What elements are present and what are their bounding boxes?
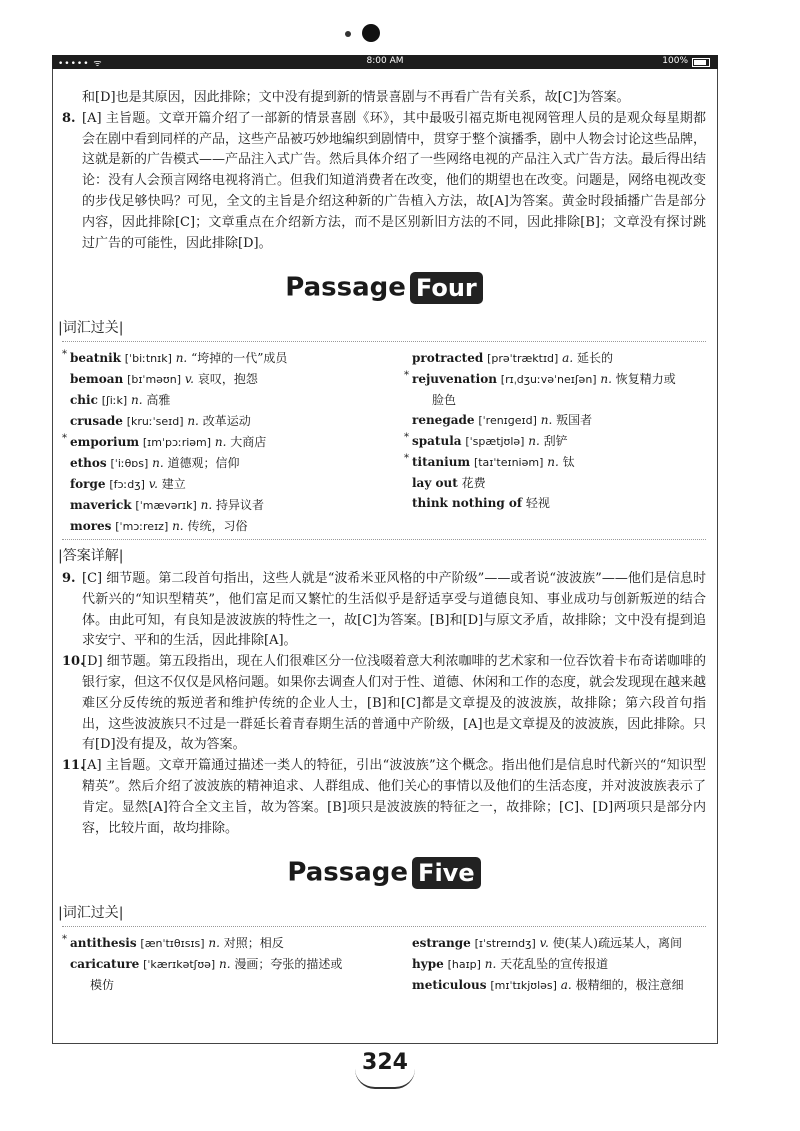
passage-title-word: Passage — [287, 857, 409, 888]
battery-percent: 100% — [662, 56, 688, 66]
page-content — [58, 88, 707, 996]
passage-four-title — [62, 272, 706, 308]
signal-icon: ••••• ᯤ — [58, 59, 103, 69]
vocab-item: * beatnik [ˈbiːtnɪk] n. “垮掉的一代”成员 — [62, 349, 288, 366]
vocab-item: meticulous [mɪˈtɪkjʊləs] a. 极精细的，极注意细 — [412, 978, 684, 993]
answer-number: 9. — [62, 570, 76, 586]
vocab-item: caricature [ˈkærɪkətʃʊə] n. 漫画；夸张的描述或 — [70, 957, 343, 972]
passage-title-number: Four — [410, 272, 483, 304]
vocab-heading: |词汇过关| — [58, 905, 124, 922]
vocab-item-continued: 脸色 — [432, 393, 457, 408]
answer-item-9 — [62, 569, 706, 652]
passage-title-number: Five — [412, 857, 481, 889]
answer-text: [A] 主旨题。文章开篇介绍了一部新的情景喜剧《环》，其中最吸引福克斯电视网管理人员的是观众每星期都会在剧中看到同样的产品，这些产品被巧妙地编织到剧情中，贯穿于整个演播季，剧中人物会讨论这些品牌，这就是新的广告模式——产品注入式广告。然后具体介绍了一些网络电视的产品注入式广告方法。最后得出结论：没有人会预言网络电视将消亡。但我们知道消费者在改变，他们的期望也在改变。问题是，网络电视改变的步伐足够快吗？可见，全文的主旨是介绍这种新的广告植入方法，故[A]为答案。黄金时段插播广告是部分内容，因此排除[C]；文章重点在介绍新方法，而不是区别新旧方法的不同，因此排除[B]；文章没有探讨跳过广告的可能性，因此排除[D]。 — [82, 110, 707, 251]
battery-icon — [692, 58, 710, 67]
vocab-item: estrange [ɪˈstreɪndʒ] v. 使(某人)疏远某人，离间 — [412, 936, 682, 951]
vocab-item-continued: 模仿 — [90, 978, 115, 993]
vocab-heading: |词汇过关| — [58, 320, 124, 337]
vocab-item: renegade [ˈrenɪɡeɪd] n. 叛国者 — [412, 413, 593, 428]
divider — [62, 926, 706, 927]
vocab-item: ethos [ˈiːθɒs] n. 道德观；信仰 — [70, 456, 240, 471]
vocab-list — [62, 933, 706, 996]
answer-item-11 — [62, 756, 706, 839]
status-bar — [52, 55, 718, 69]
answer-number: 10. — [62, 654, 85, 670]
vocab-item: * spatula [ˈspætjʊlə] n. 刮铲 — [404, 432, 568, 449]
answer-item-10 — [62, 652, 706, 756]
divider — [62, 539, 706, 540]
answer-text: [A] 主旨题。文章开篇通过描述一类人的特征，引出“波波族”这个概念。指出他们是信息时代新兴的“知识型精英”。然后介绍了波波族的精神追求、人群组成、他们关心的事情以及他们的生活态度，并对波波族表示了肯定。显然[A]符合全文主旨，故为答案。[B]项只是波波族的特征之一，故排除；[C]、[D]两项只是部分内容，比较片面，故均排除。 — [82, 758, 706, 836]
vocab-item: maverick [ˈmævərɪk] n. 持异议者 — [70, 498, 265, 513]
vocab-item: chic [ʃiːk] n. 高雅 — [70, 393, 171, 408]
page-number-text: 324 — [362, 1050, 408, 1075]
vocab-item: * emporium [ɪmˈpɔːriəm] n. 大商店 — [62, 433, 267, 450]
vocab-item: * titanium [taɪˈteɪniəm] n. 钛 — [404, 453, 575, 470]
vocab-column-left — [62, 348, 364, 537]
vocab-item: mores [ˈmɔːreɪz] n. 传统，习俗 — [70, 519, 248, 534]
vocab-column-right — [364, 348, 706, 537]
answer-text: [D] 细节题。第五段指出，现在人们很难区分一位浅啜着意大利浓咖啡的艺术家和一位吞饮着卡布奇诺咖啡的银行家，但这不仅仅是风格问题。如果你去调查人们对于性、道德、休闲和工作的态度，就会发现现在越来越难区分反传统的叛逆者和维护传统的企业人士，[B]和[C]都是文章提及的波波族，故排除；第六段首句指出，这些波波族只不过是一群延长着青春期生活的普通中产阶级，[A]也是文章提及的波波族，因此排除。只有[D]没有提及，故为答案。 — [82, 654, 707, 753]
vocab-item: forge [fɔːdʒ] v. 建立 — [70, 477, 186, 492]
continuation-text: 和[D]也是其原因，因此排除；文中没有提到新的情景喜剧与不再看广告有关系，故[C]为答案。 — [82, 90, 630, 105]
vocab-item: crusade [kruːˈseɪd] n. 改革运动 — [70, 414, 251, 429]
status-time: 8:00 AM — [366, 56, 404, 66]
answer-heading: |答案详解| — [58, 548, 124, 565]
answer-number: 11. — [62, 758, 85, 774]
camera-icon — [362, 24, 380, 42]
divider — [62, 341, 706, 342]
vocab-item: * antithesis [ænˈtɪθɪsɪs] n. 对照；相反 — [62, 934, 284, 951]
camera-dot-icon — [345, 31, 351, 37]
answer-text: [C] 细节题。第二段首句指出，这些人就是“波希米亚风格的中产阶级”——或者说“波波族”——他们是信息时代新兴的“知识型精英”，他们富足而又繁忙的生活似乎是舒适享受与道德良知、事业成功与创新叛逆的结合体。由此可知，有良知是波波族的特性之一，故[C]为答案。[B]和[D]与原文矛盾，故排除；文中没有提到追求安宁、平和的生活，因此排除[A]。 — [82, 570, 706, 649]
answer-number: 8. — [62, 110, 76, 126]
vocab-item: hype [haɪp] n. 天花乱坠的宣传报道 — [412, 957, 609, 972]
page-number — [340, 1050, 430, 1089]
vocab-item: think nothing of 轻视 — [412, 496, 550, 511]
vocab-item: * rejuvenation [rɪˌdʒuːvəˈneɪʃən] n. 恢复精力或 — [404, 370, 676, 387]
vocab-column-right — [364, 933, 706, 996]
vocab-item: protracted [prəˈtræktɪd] a. 延长的 — [412, 351, 613, 366]
vocab-item: lay out 花费 — [412, 476, 486, 491]
answer-item-8 — [62, 109, 706, 255]
passage-title-word: Passage — [285, 272, 406, 303]
vocab-list — [62, 348, 706, 537]
vocab-column-left — [62, 933, 364, 996]
vocab-item: bemoan [bɪˈməʊn] v. 哀叹，抱怨 — [70, 372, 258, 387]
passage-five-title — [62, 857, 706, 893]
